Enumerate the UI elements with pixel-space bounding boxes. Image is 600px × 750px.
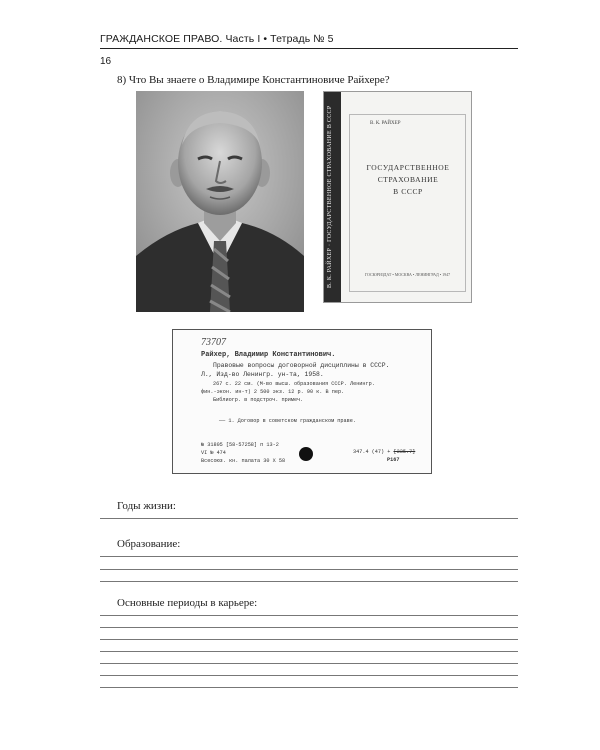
card-code: № 31805 [58-57258] п 13-2 [201,442,279,448]
header-rule [100,48,518,49]
card-class-code: Р167 [387,457,400,463]
answer-line[interactable] [100,663,518,664]
running-header: ГРАЖДАНСКОЕ ПРАВО. Часть I • Тетрадь № 5 [100,33,334,45]
book-spine-text: В. К. РАЙХЕР · ГОСУДАРСТВЕННОЕ СТРАХОВАНИЕ В СССР [327,105,333,288]
catalog-card [172,329,432,474]
card-code: VI № 474 [201,450,226,456]
answer-line[interactable] [100,675,518,676]
card-line: 267 с. 22 см. (М-во высш. образования СССР. Ленингр. [213,381,375,387]
answer-line[interactable] [100,556,518,557]
card-code: Всесоюз. кн. палата 30 Х 58 [201,458,286,464]
answer-line[interactable] [100,518,518,519]
card-line: Библиогр. в подстроч. примеч. [213,397,304,403]
book-cover [323,91,472,303]
career-periods-label: Основные периоды в карьере: [117,597,258,609]
answer-line[interactable] [100,581,518,582]
answer-line[interactable] [100,627,518,628]
book-author: В. К. РАЙХЕР [370,121,401,126]
book-title-line: В СССР [393,187,423,196]
card-punch-hole [299,447,313,461]
portrait-photo [136,91,304,312]
education-label: Образование: [117,538,181,550]
card-author: Райхер, Владимир Константинович. [201,351,336,359]
answer-line[interactable] [100,639,518,640]
answer-line[interactable] [100,651,518,652]
card-class-struck: [335.7] [393,449,416,455]
cover-frame [349,114,466,292]
card-classification [353,449,415,455]
card-line: Правовые вопросы договорной дисциплины в СССР. [213,362,390,369]
answer-line[interactable] [100,687,518,688]
portrait-image [136,91,304,312]
card-line: —— 1. Договор в советском гражданском праве. [219,418,356,424]
book-title-line: СТРАХОВАНИЕ [377,175,439,184]
card-class-prefix: 347.4 (47) + [353,449,394,455]
book-title-line: ГОСУДАРСТВЕННОЕ [366,163,450,172]
question-text: 8) Что Вы знаете о Владимире Константиновиче Райхере? [117,74,390,86]
book-title [353,162,463,198]
answer-line[interactable] [100,615,518,616]
answer-line[interactable] [100,569,518,570]
card-line: фин.-экон. ин-т) 2 500 экз. 12 р. 90 к. В пер. [201,389,345,395]
card-number: 73707 [201,337,226,348]
page-number: 16 [100,56,112,67]
card-line: Л., Изд-во Ленингр. ун-та, 1958. [201,371,324,378]
years-of-life-label: Годы жизни: [117,500,176,512]
book-publisher: ГОСЮРИЗДАТ • МОСКВА • ЛЕНИНГРАД • 1947 [364,272,451,277]
